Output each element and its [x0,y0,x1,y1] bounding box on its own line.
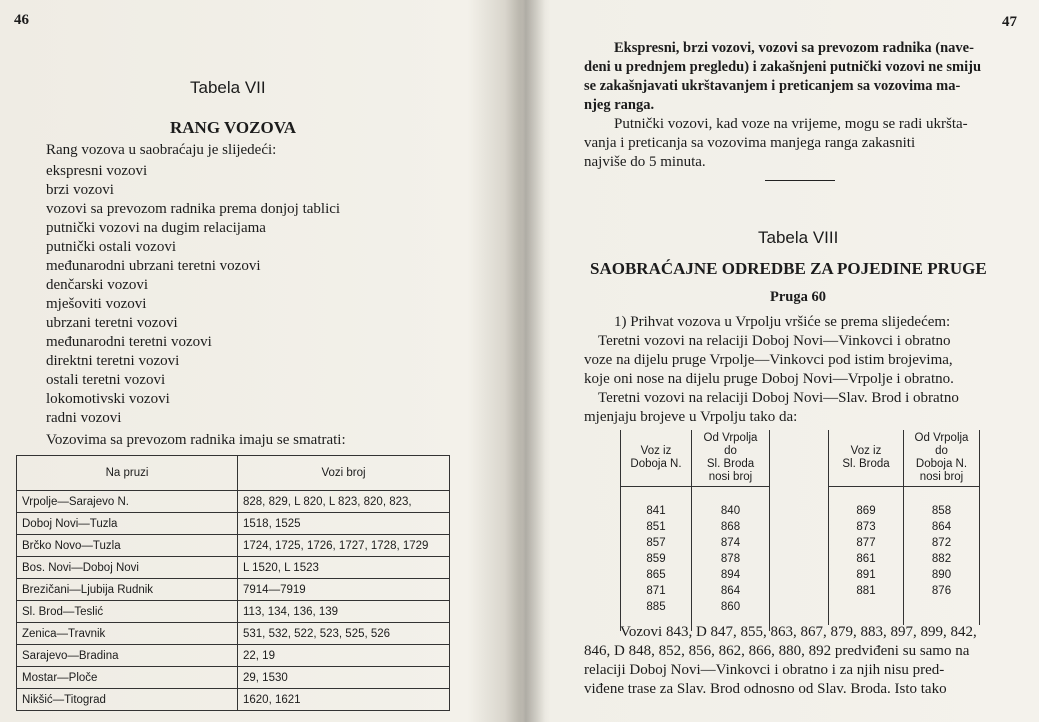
header-line: Voz iz [850,445,882,457]
rank-item: vozovi sa prevozom radnika prema donjoj tablici [46,201,341,217]
rank-item: brzi vozovi [46,182,114,198]
train-number: 864 [904,519,980,535]
train-numbers-cell: 828, 829, L 820, L 823, 820, 823, [238,491,450,513]
header-na-pruzi: Na pruzi [17,456,238,491]
train-number: 865 [621,567,692,583]
train-number: 894 [692,567,770,583]
renumber-table-doboj [620,430,770,631]
header-od-vrpolja [904,430,980,487]
rank-item: putnički ostali vozovi [46,239,176,255]
paragraph-line: koje oni nose na dijelu pruge Doboj Novi—Vrpolje i obratno. [584,371,954,387]
rank-item: mješoviti vozovi [46,296,147,312]
header-line: Od Vrpolja [914,432,969,444]
train-number: 869 [829,503,904,519]
train-number: 851 [621,519,692,535]
header-line: Sl. Broda [842,458,890,470]
table-row [621,503,770,519]
route-cell: Doboj Novi—Tuzla [17,513,238,535]
table-row [17,667,450,689]
train-number: 861 [829,551,904,567]
table-row [621,583,770,599]
paragraph-line: viđene trase za Slav. Brod odnosno od Slav. Broda. Isto tako [584,681,947,697]
header-voz-iz [829,430,904,487]
rank-item: putnički vozovi na dugim relacijama [46,220,266,236]
table-row [829,583,980,599]
renumber-table-slbrod [828,430,980,625]
table-header-row [829,430,980,487]
paragraph-line: 846, D 848, 852, 856, 862, 866, 880, 892 predviđeni su samo na [584,643,970,659]
page-number-left: 46 [14,12,29,28]
paragraph-line: mjenjaju brojeve u Vrpolju tako da: [584,409,798,425]
table-row [621,599,770,615]
rank-item: međunarodni teretni vozovi [46,334,212,350]
rank-item: ostali teretni vozovi [46,372,166,388]
heading-saobracajne-odredbe: SAOBRAĆAJNE ODREDBE ZA POJEDINE PRUGE [590,259,987,278]
table-row [17,557,450,579]
train-numbers-cell: 1518, 1525 [238,513,450,535]
paragraph-line: Putnički vozovi, kad voze na vrijeme, mogu se radi ukršta- [614,116,968,132]
paragraph-line: Teretni vozovi na relaciji Doboj Novi—Vinkovci i obratno [598,333,951,349]
train-number: 860 [692,599,770,615]
train-numbers-cell: 7914—7919 [238,579,450,601]
train-numbers-cell: 29, 1530 [238,667,450,689]
train-number: 881 [829,583,904,599]
route-cell: Bos. Novi—Doboj Novi [17,557,238,579]
paragraph-line: Vozovi 843, D 847, 855, 863, 867, 879, 883, 897, 899, 842, [620,624,977,640]
table-row [17,579,450,601]
route-cell: Sarajevo—Bradina [17,645,238,667]
paragraph-line: vanja i preticanja sa vozovima manjega ranga zakasniti [584,135,916,151]
rank-item: ubrzani teretni vozovi [46,315,178,331]
table-row [829,551,980,567]
header-line: nosi broj [708,471,753,483]
bold-paragraph-line: se zakašnjavati ukrštavanjem i preticanjem sa vozovima ma- [584,78,961,94]
route-cell: Brezičani—Ljubija Rudnik [17,579,238,601]
train-number: 857 [621,535,692,551]
header-line: Voz iz [640,445,672,457]
route-cell: Sl. Brod—Teslić [17,601,238,623]
rank-item: direktni teretni vozovi [46,353,180,369]
header-line: nosi broj [919,471,964,483]
train-number: 877 [829,535,904,551]
header-line: Sl. Broda [706,458,755,470]
train-number: 878 [692,551,770,567]
header-line: Doboja N. [630,458,682,470]
train-number: 868 [692,519,770,535]
table-row [17,535,450,557]
rank-intro: Rang vozova u saobraćaju je slijedeći: [46,142,277,158]
train-number: 872 [904,535,980,551]
subheading-pruga: Pruga 60 [770,289,826,305]
table-row [621,551,770,567]
workers-train-table [16,455,450,711]
train-number: 864 [692,583,770,599]
route-cell: Zenica—Travnik [17,623,238,645]
train-numbers-cell: 531, 532, 522, 523, 525, 526 [238,623,450,645]
route-cell: Brčko Novo—Tuzla [17,535,238,557]
table-row [829,503,980,519]
train-number: 859 [621,551,692,567]
header-od-vrpolja [692,430,770,487]
train-number: 873 [829,519,904,535]
bold-paragraph-line: deni u prednjem pregledu) i zakašnjeni putnički vozovi ne smiju [584,59,982,75]
page-number-right: 47 [1002,14,1017,30]
rank-item: lokomotivski vozovi [46,391,170,407]
train-number: 871 [621,583,692,599]
table-row [829,535,980,551]
paragraph-line: voze na dijelu pruge Vrpolje—Vinkovci pod istim brojevima, [584,352,953,368]
train-number: 858 [904,503,980,519]
paragraph-line: najviše do 5 minuta. [584,154,706,170]
paragraph-line: Teretni vozovi na relaciji Doboj Novi—Slav. Brod i obratno [598,390,959,406]
train-number: 840 [692,503,770,519]
table-row [829,567,980,583]
rank-item: međunarodni ubrzani teretni vozovi [46,258,261,274]
train-numbers-cell: 22, 19 [238,645,450,667]
route-cell: Mostar—Ploče [17,667,238,689]
bold-paragraph-line: Ekspresni, brzi vozovi, vozovi sa prevozom radnika (nave- [614,40,974,56]
table-row [17,513,450,535]
train-number: 882 [904,551,980,567]
header-line: Od Vrpolja [703,432,758,444]
train-number: 876 [904,583,980,599]
table-header-row [621,430,770,487]
route-cell: Vrpolje—Sarajevo N. [17,491,238,513]
table-row [621,535,770,551]
train-number: 891 [829,567,904,583]
train-number: 841 [621,503,692,519]
bold-paragraph-line: njeg ranga. [584,97,655,113]
heading-rang-vozova: RANG VOZOVA [170,118,297,137]
table-label-left: Tabela VII [190,78,266,97]
train-numbers-cell: 113, 134, 136, 139 [238,601,450,623]
table-row [17,623,450,645]
rank-item: ekspresni vozovi [46,163,148,179]
workers-intro: Vozovima sa prevozom radnika imaju se smatrati: [46,432,346,448]
rank-item: denčarski vozovi [46,277,149,293]
table-row [829,519,980,535]
table-row [17,645,450,667]
table-row [17,491,450,513]
book-gutter [505,0,545,722]
train-number: 885 [621,599,692,615]
table-row [17,689,450,711]
paragraph-line: 1) Prihvat vozova u Vrpolju vršiće se prema slijedećem: [614,314,951,330]
header-voz-iz [621,430,692,487]
rank-item: radni vozovi [46,410,122,426]
header-vozi-broj: Vozi broj [238,456,450,491]
train-numbers-cell: 1724, 1725, 1726, 1727, 1728, 1729 [238,535,450,557]
header-line: do [935,445,948,457]
table-header-row [17,456,450,491]
train-numbers-cell: 1620, 1621 [238,689,450,711]
header-line: Doboja N. [915,458,968,470]
table-row [621,567,770,583]
route-cell: Nikšić—Titograd [17,689,238,711]
table-row [621,519,770,535]
paragraph-line: relaciji Doboj Novi—Vinkovci i obratno i za njih nisu pred- [584,662,945,678]
train-number: 874 [692,535,770,551]
table-row [17,601,450,623]
train-numbers-cell: L 1520, L 1523 [238,557,450,579]
table-label-right: Tabela VIII [758,228,839,247]
train-number: 890 [904,567,980,583]
section-divider [765,180,835,181]
header-line: do [724,445,737,457]
